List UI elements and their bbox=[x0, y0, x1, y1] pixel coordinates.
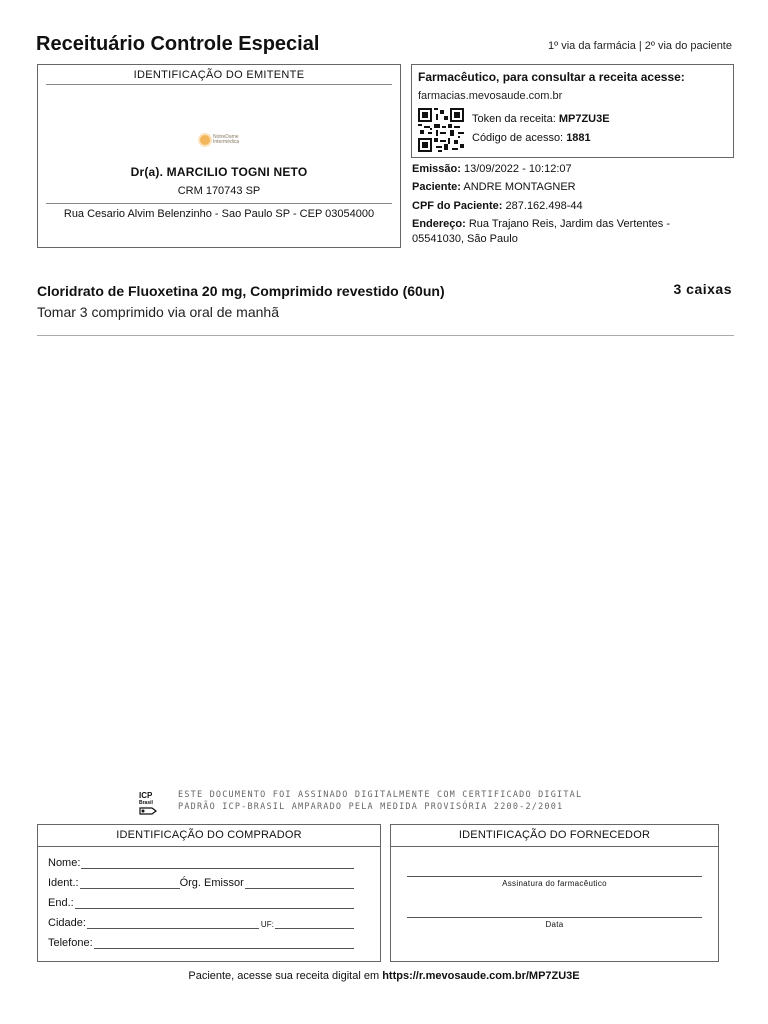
buyer-phone-label: Telefone: bbox=[48, 937, 93, 949]
qr-code-icon[interactable] bbox=[418, 108, 464, 152]
buyer-end-field[interactable] bbox=[75, 899, 354, 909]
buyer-ident-label: Ident.: bbox=[48, 877, 79, 889]
buyer-orgao-field[interactable] bbox=[245, 879, 354, 889]
pharmacy-box bbox=[411, 64, 734, 158]
logo-text-1: NotreDame bbox=[213, 134, 239, 140]
digital-signature-notice bbox=[178, 789, 582, 813]
supplier-section-title: IDENTIFICAÇÃO DO FORNECEDOR bbox=[391, 825, 718, 847]
footer-text: Paciente, acesse sua receita digital em bbox=[188, 970, 380, 982]
signature-line2: PADRÃO ICP-BRASIL AMPARADO PELA MEDIDA PROVISÓRIA 2200-2/2001 bbox=[178, 802, 564, 812]
footer-link[interactable]: https://r.mevosaude.com.br/MP7ZU3E bbox=[382, 970, 580, 982]
access-code: 1881 bbox=[566, 132, 591, 144]
buyer-end-row bbox=[48, 897, 354, 909]
cpf-label: CPF do Paciente: bbox=[412, 200, 503, 212]
medication-dosage: Tomar 3 comprimido via oral de manhã bbox=[37, 304, 279, 320]
pharmacy-title: Farmacêutico, para consultar a receita acesse: bbox=[418, 70, 685, 84]
buyer-phone-field[interactable] bbox=[94, 939, 354, 949]
emitter-box bbox=[37, 64, 401, 248]
buyer-city-field[interactable] bbox=[87, 919, 259, 929]
buyer-name-field[interactable] bbox=[81, 859, 354, 869]
patient-name: ANDRE MONTAGNER bbox=[463, 181, 576, 193]
cpf-line bbox=[412, 199, 734, 214]
supplier-box bbox=[390, 824, 719, 962]
icp-brasil-logo-icon bbox=[138, 790, 162, 816]
address-line2: 05541030, São Paulo bbox=[412, 233, 518, 245]
date-caption: Data bbox=[545, 920, 564, 929]
icp-logo-line1: ICP bbox=[139, 791, 153, 800]
patient-line bbox=[412, 180, 734, 195]
patient-address bbox=[412, 217, 734, 247]
logo-text-2: Intermédica bbox=[213, 139, 240, 145]
divider bbox=[46, 203, 392, 204]
signature-line1: ESTE DOCUMENTO FOI ASSINADO DIGITALMENTE COM CERTIFICADO DIGITAL bbox=[178, 790, 583, 800]
token-value: MP7ZU3E bbox=[558, 113, 610, 125]
date-line[interactable] bbox=[407, 917, 702, 918]
emission-value: 13/09/2022 - 10:12:07 bbox=[463, 163, 572, 175]
buyer-uf-field[interactable] bbox=[275, 919, 354, 929]
buyer-name-row bbox=[48, 857, 354, 869]
medication-quantity: 3 caixas bbox=[673, 281, 732, 297]
emitter-address: Rua Cesario Alvim Belenzinho - Sao Paulo SP - CEP 03054000 bbox=[63, 208, 375, 220]
pharmacist-signature-line[interactable] bbox=[407, 876, 702, 877]
medication-divider bbox=[37, 335, 734, 336]
buyer-box bbox=[37, 824, 381, 962]
patient-label: Paciente: bbox=[412, 181, 461, 193]
buyer-phone-row bbox=[48, 937, 354, 949]
notredame-logo bbox=[200, 135, 239, 145]
via-note: 1º via da farmácia | 2º via do paciente bbox=[548, 40, 732, 52]
cpf-value: 287.162.498-44 bbox=[505, 200, 583, 212]
buyer-city-label: Cidade: bbox=[48, 917, 86, 929]
address-line1: Rua Trajano Reis, Jardim das Vertentes - bbox=[468, 218, 671, 230]
page-title: Receituário Controle Especial bbox=[36, 33, 320, 55]
buyer-name-label: Nome: bbox=[48, 857, 81, 869]
emission-line bbox=[412, 162, 734, 177]
token-label: Token da receita: bbox=[472, 113, 556, 125]
pharmacist-signature-caption: Assinatura do farmacêutico bbox=[502, 879, 607, 888]
buyer-end-label: End.: bbox=[48, 897, 74, 909]
pharmacy-url[interactable]: farmacias.mevosaude.com.br bbox=[418, 90, 563, 102]
buyer-orgao-label: Órg. Emissor bbox=[179, 877, 244, 889]
medication-name: Cloridrato de Fluoxetina 20 mg, Comprimido revestido (60un) bbox=[37, 283, 445, 299]
address-label: Endereço: bbox=[412, 218, 466, 230]
emitter-section-title: IDENTIFICAÇÃO DO EMITENTE bbox=[46, 69, 392, 85]
access-line bbox=[472, 132, 591, 144]
emission-label: Emissão: bbox=[412, 163, 461, 175]
buyer-ident-row bbox=[48, 877, 354, 889]
doctor-crm: CRM 170743 SP bbox=[177, 185, 261, 197]
buyer-section-title: IDENTIFICAÇÃO DO COMPRADOR bbox=[38, 825, 380, 847]
access-label: Código de acesso: bbox=[472, 132, 564, 144]
buyer-ident-field[interactable] bbox=[80, 879, 180, 889]
token-line bbox=[472, 113, 610, 125]
buyer-city-row bbox=[48, 917, 354, 929]
doctor-name: Dr(a). MARCILIO TOGNI NETO bbox=[130, 165, 308, 179]
footer bbox=[0, 970, 768, 982]
icp-logo-line2: Brasil bbox=[139, 800, 153, 806]
sun-logo-icon bbox=[200, 135, 210, 145]
buyer-uf-label: UF: bbox=[260, 920, 274, 929]
